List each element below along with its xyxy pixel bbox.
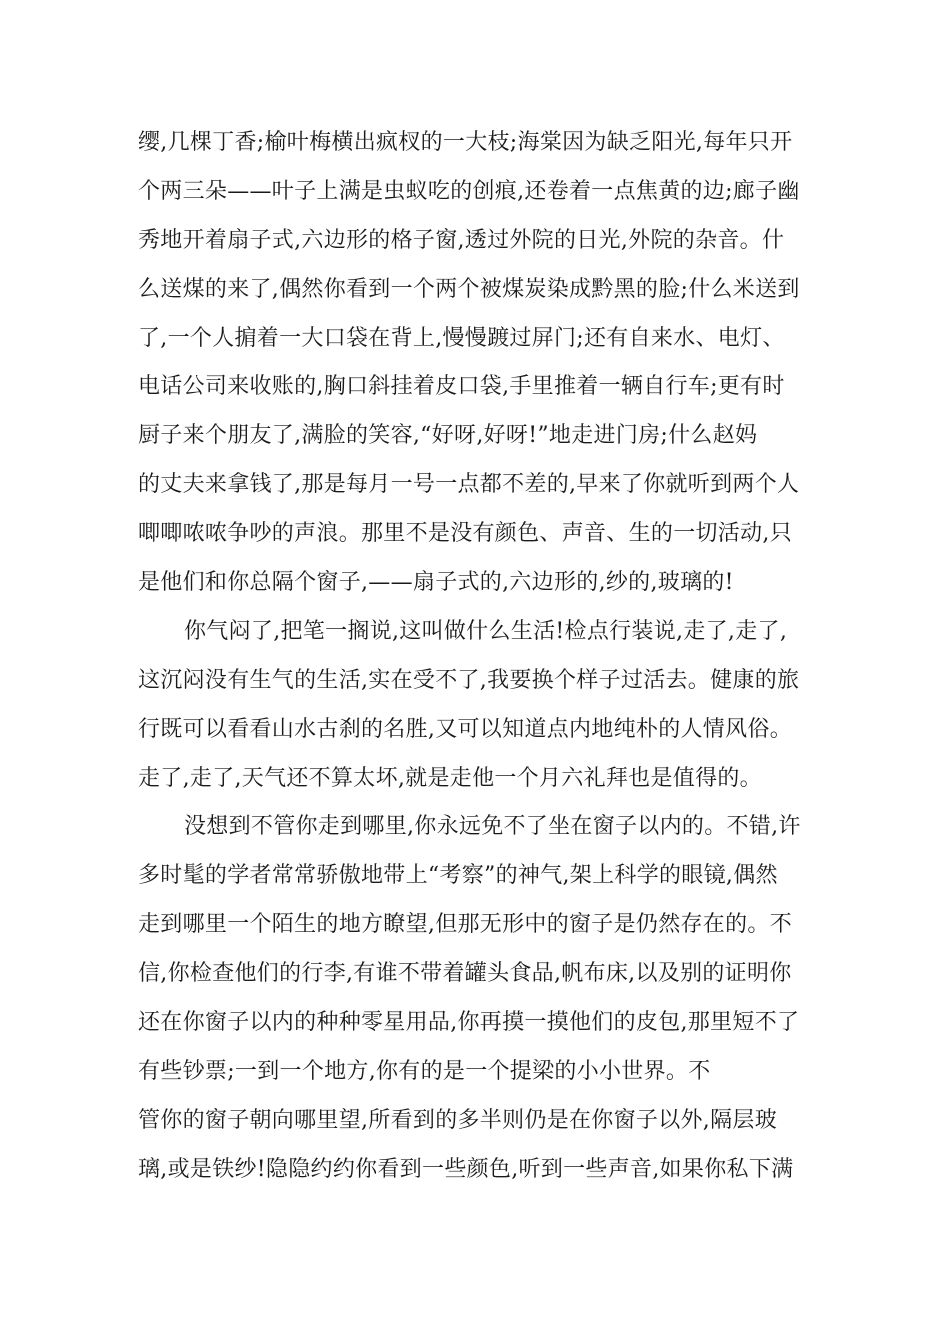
text-line: 还在你窗子以内的种种零星用品,你再摸一摸他们的皮包,那里短不了 xyxy=(138,1010,800,1036)
text-line: 走到哪里一个陌生的地方瞭望,但那无形中的窗子是仍然存在的。不 xyxy=(138,912,792,938)
text-line: 璃,或是铁纱!隐隐约约你看到一些颜色,听到一些声音,如果你私下满 xyxy=(138,1156,794,1182)
body-text xyxy=(138,119,818,1195)
text-line: 的丈夫来拿钱了,那是每月一号一点都不差的,早来了你就听到两个人 xyxy=(138,472,800,498)
text-line: 秀地开着扇子式,六边形的格子窗,透过外院的日光,外院的杂音。什 xyxy=(138,227,785,253)
paragraph-first-line: 你气闷了,把笔一搁说,这叫做什么生活!检点行装说,走了,走了, xyxy=(184,618,788,644)
text-line: 走了,走了,天气还不算太坏,就是走他一个月六礼拜也是值得的。 xyxy=(138,765,762,791)
text-line: 多时髦的学者常常骄傲地带上“考察”的神气,架上科学的眼镜,偶然 xyxy=(138,863,778,889)
paragraph-first-line: 没想到不管你走到哪里,你永远免不了坐在窗子以内的。不错,许 xyxy=(184,814,801,840)
text-line: 电话公司来收账的,胸口斜挂着皮口袋,手里推着一辆自行车;更有时 xyxy=(138,374,785,400)
text-line: 是他们和你总隔个窗子,——扇子式的,六边形的,纱的,玻璃的! xyxy=(138,570,734,596)
text-line: 行既可以看看山水古刹的名胜,又可以知道点内地纯朴的人情风俗。 xyxy=(138,716,792,742)
text-line: 管你的窗子朝向哪里望,所看到的多半则仍是在你窗子以外,隔层玻 xyxy=(138,1107,777,1133)
text-line: 了,一个人掮着一大口袋在背上,慢慢踱过屏门;还有自来水、电灯、 xyxy=(138,325,785,351)
text-line: 缨,几棵丁香;榆叶梅横出疯杈的一大枝;海棠因为缺乏阳光,每年只开 xyxy=(138,130,793,155)
text-line: 厨子来个朋友了,满脸的笑容,“好呀,好呀!”地走进门房;什么赵妈 xyxy=(138,423,758,449)
text-line: 有些钞票;一到一个地方,你有的是一个提梁的小小世界。不 xyxy=(138,1058,711,1084)
text-line: 信,你检查他们的行李,有谁不带着罐头食品,帆布床,以及别的证明你 xyxy=(138,961,792,987)
text-line: 这沉闷没有生气的生活,实在受不了,我要换个样子过活去。健康的旅 xyxy=(138,667,800,693)
text-line: 个两三朵——叶子上满是虫蚁吃的创痕,还卷着一点焦黄的边;廊子幽 xyxy=(138,178,800,204)
text-line: 唧唧哝哝争吵的声浪。那里不是没有颜色、声音、生的一切活动,只 xyxy=(138,521,792,547)
text-line: 么送煤的来了,偶然你看到一个两个被煤炭染成黔黑的脸;什么米送到 xyxy=(138,276,800,302)
